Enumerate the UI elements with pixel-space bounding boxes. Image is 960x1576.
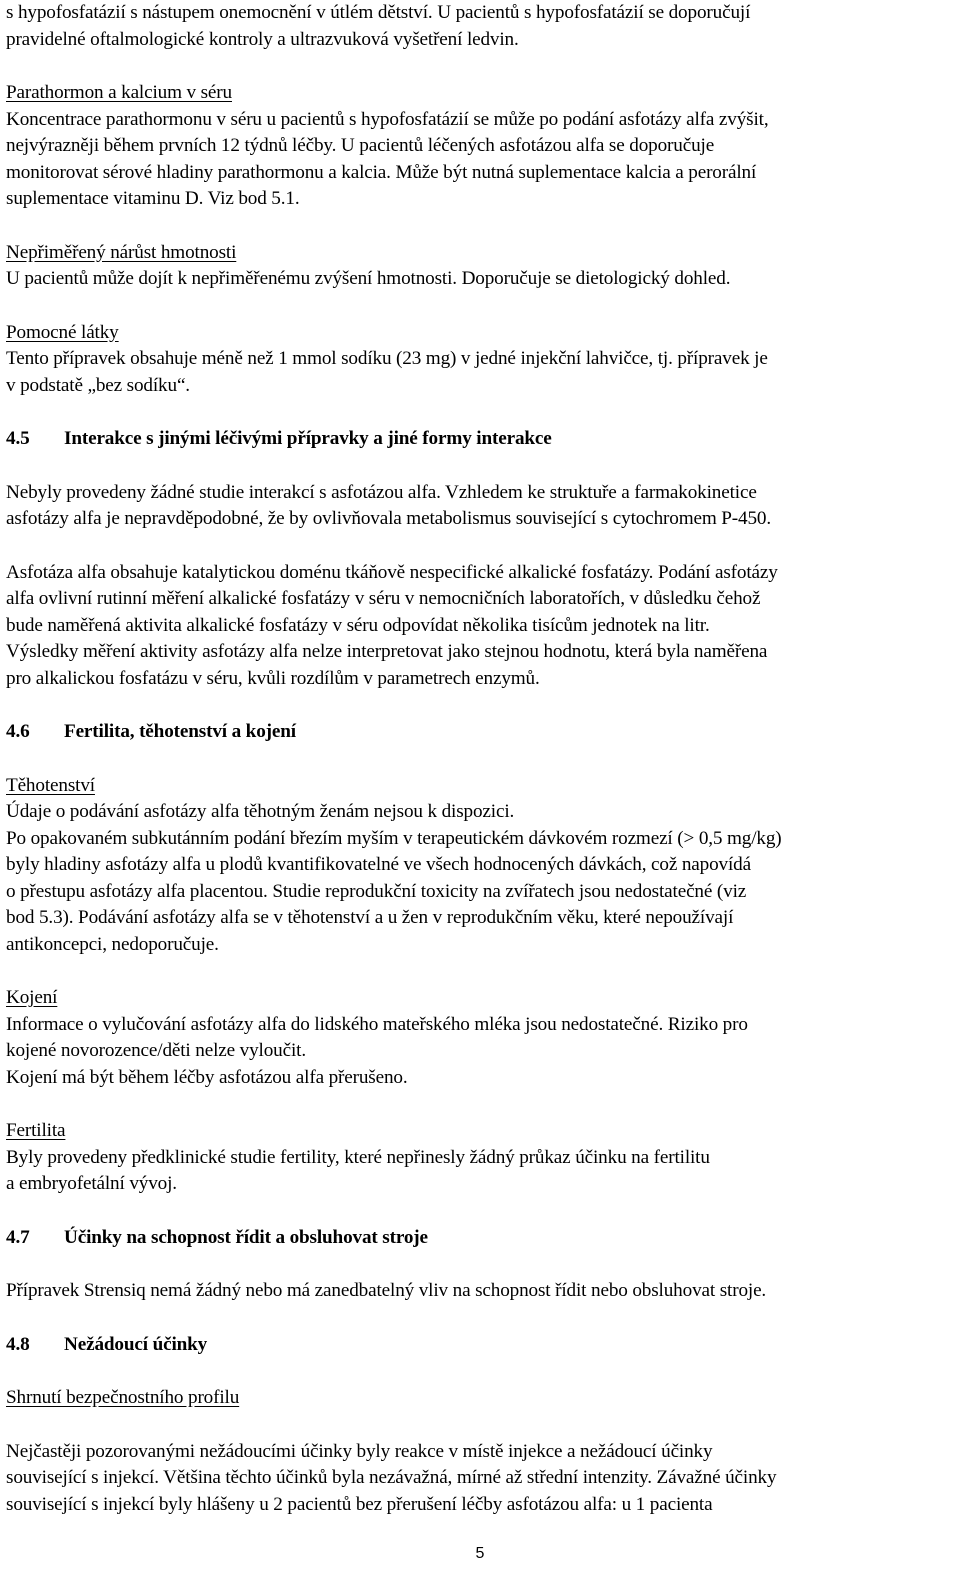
subheading-lactation: Kojení [6, 987, 58, 1008]
text-line: antikoncepci, nedoporučuje. [6, 933, 219, 955]
text-line: Nejčastěji pozorovanými nežádoucími účinky byly reakce v místě injekce a nežádoucí účinky [6, 1440, 713, 1462]
text-line: suplementace vitaminu D. Viz bod 5.1. [6, 188, 300, 209]
text-line: byly hladiny asfotázy alfa u plodů kvantifikovatelné ve všech hodnocených dávkách, což napovídá [6, 854, 751, 875]
subheading-parathormon: Parathormon a kalcium v séru [6, 82, 232, 103]
subheading-excipients: Pomocné látky [6, 321, 119, 343]
section-title: Nežádoucí účinky [64, 1333, 208, 1355]
section-4-8 [6, 1332, 956, 1519]
section-title: Interakce s jinými léčivými přípravky a jiné formy interakce [64, 428, 552, 449]
subheading-pregnancy: Těhotenství [6, 774, 95, 796]
parathormon-section [6, 80, 956, 213]
document-page [6, 0, 956, 1518]
section-title: Účinky na schopnost řídit a obsluhovat stroje [64, 1226, 428, 1248]
text-line: monitorovat sérové hladiny parathormonu a kalcia. Může být nutná suplementace kalcia a perorální [6, 161, 757, 183]
text-line: asfotázy alfa je nepravděpodobné, že by ovlivňovala metabolismus související s cytochromem P-450. [6, 508, 771, 529]
text-line: Po opakovaném subkutánním podání březím myším v terapeutickém dávkovém rozmezí (> 0,5 mg/kg) [6, 827, 782, 849]
text-line: U pacientů může dojít k nepřiměřenému zvýšení hmotnosti. Doporučuje se dietologický dohled. [6, 268, 731, 289]
subheading-fertility: Fertilita [6, 1120, 66, 1141]
section-heading [6, 1332, 956, 1359]
page-number: 5 [475, 1545, 485, 1562]
text-line: alfa ovlivní rutinní měření alkalické fosfatázy v séru v nemocničních laboratořích, v důsledku čehož [6, 588, 761, 609]
section-4-6 [6, 719, 956, 1198]
text-line: o přestupu asfotázy alfa placentou. Studie reprodukční toxicity na zvířatech jsou nedostatečné (viz [6, 880, 747, 902]
text-line: Koncentrace parathormonu v séru u pacientů s hypofosfatázií se může po podání asfotázy alfa zvýšit, [6, 108, 769, 130]
text-line: Výsledky měření aktivity asfotázy alfa nelze interpretovat jako stejnou hodnotu, která byla naměřena [6, 641, 768, 662]
text-line: a embryofetální vývoj. [6, 1173, 177, 1194]
subheading-weight: Nepřiměřený nárůst hmotnosti [6, 241, 237, 263]
section-heading [6, 719, 956, 746]
section-number: 4.8 [6, 1333, 30, 1355]
section-number: 4.6 [6, 721, 30, 742]
text-line: Nebyly provedeny žádné studie interakcí s asfotázou alfa. Vzhledem ke struktuře a farmakokinetice [6, 481, 757, 503]
section-4-7 [6, 1225, 956, 1305]
text-line: kojené novorozence/děti nelze vyloučit. [6, 1040, 306, 1061]
text-line: Informace o vylučování asfotázy alfa do lidského mateřského mléka jsou nedostatečné. Riziko pro [6, 1013, 748, 1035]
excipients-section [6, 320, 956, 400]
text-line: pro alkalickou fosfatázu v séru, kvůli rozdílům v parametrech enzymů. [6, 667, 540, 689]
weight-section [6, 240, 956, 293]
text-line: Tento přípravek obsahuje méně než 1 mmol sodíku (23 mg) v jedné injekční lahvičce, tj. přípravek je [6, 348, 768, 369]
subheading-safety-summary: Shrnutí bezpečnostního profilu [6, 1387, 240, 1408]
text-line: bod 5.3). Podávání asfotázy alfa se v těhotenství a u žen v reprodukčním věku, které nepoužívají [6, 907, 734, 928]
section-heading [6, 1225, 956, 1252]
section-number: 4.7 [6, 1226, 30, 1248]
text-line: související s injekcí byly hlášeny u 2 pacientů bez přerušení léčby asfotázou alfa: u 1 pacienta [6, 1493, 713, 1515]
text-line: nejvýrazněji během prvních 12 týdnů léčby. U pacientů léčených asfotázou alfa se doporučuje [6, 135, 715, 156]
section-4-5 [6, 426, 956, 692]
intro-paragraph [6, 0, 956, 53]
section-title: Fertilita, těhotenství a kojení [64, 721, 296, 742]
text-line: související s injekcí. Většina těchto účinků byla nezávažná, mírné až střední intenzity. Závažné účinky [6, 1467, 777, 1488]
text-line: Údaje o podávání asfotázy alfa těhotným ženám nejsou k dispozici. [6, 801, 515, 822]
text-line: pravidelné oftalmologické kontroly a ultrazvuková vyšetření ledvin. [6, 28, 519, 50]
text-line: bude naměřená aktivita alkalické fosfatázy v séru odpovídat několika tisícům jednotek na litr. [6, 614, 710, 636]
text-line: Přípravek Strensiq nemá žádný nebo má zanedbatelný vliv na schopnost řídit nebo obsluhovat stroje. [6, 1280, 767, 1301]
text-line: Kojení má být během léčby asfotázou alfa přerušeno. [6, 1066, 408, 1088]
text-line: Byly provedeny předklinické studie fertility, které nepřinesly žádný průkaz účinku na fertilitu [6, 1146, 710, 1168]
section-number: 4.5 [6, 428, 30, 449]
text-line: s hypofosfatázií s nástupem onemocnění v útlém dětství. U pacientů s hypofosfatázií se doporučují [6, 2, 751, 23]
text-line: Asfotáza alfa obsahuje katalytickou doménu tkáňově nespecifické alkalické fosfatázy. Podání asfotázy [6, 561, 778, 583]
text-line: v podstatě „bez sodíku“. [6, 374, 190, 396]
section-heading [6, 426, 956, 453]
